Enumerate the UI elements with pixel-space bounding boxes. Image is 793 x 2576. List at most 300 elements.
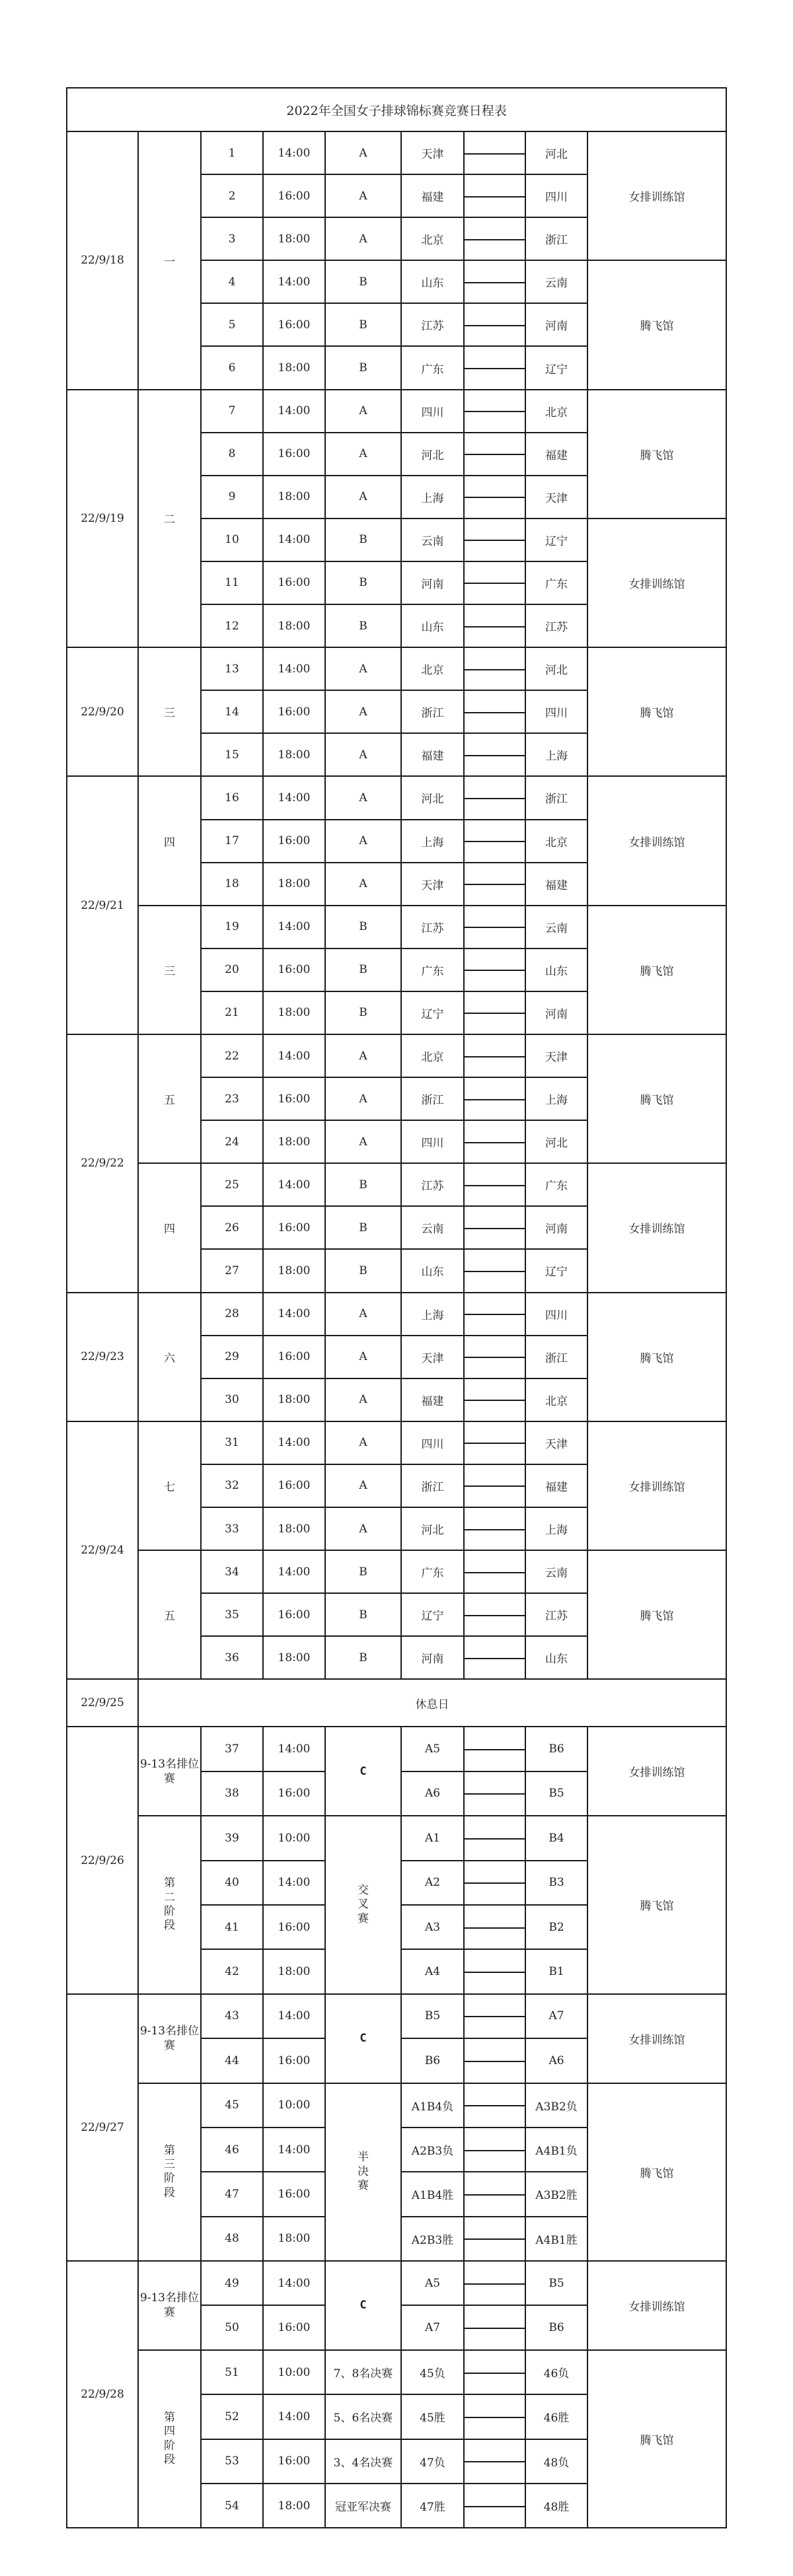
- match-time: 10:00: [263, 2350, 325, 2394]
- match-number: 19: [201, 906, 263, 948]
- match-number: 21: [201, 991, 263, 1034]
- match-time: 10:00: [263, 1816, 325, 1860]
- match-number: 23: [201, 1077, 263, 1120]
- team-a: 四川: [401, 390, 464, 433]
- team-a: 天津: [401, 863, 464, 906]
- round-cell-text: 第三阶段: [164, 2143, 175, 2200]
- date-cell: 22/9/21: [67, 776, 138, 1034]
- group-cell: B: [325, 346, 401, 389]
- group-cell: A: [325, 1336, 401, 1378]
- match-number: 48: [201, 2217, 263, 2261]
- venue-cell: 腾飞馆: [587, 390, 726, 519]
- group-cell: C: [325, 1727, 401, 1816]
- match-time: 14:00: [263, 1994, 325, 2038]
- match-row: [67, 2083, 726, 2128]
- team-b: 上海: [525, 1507, 587, 1550]
- group-cell: A: [325, 1034, 401, 1077]
- match-row: [67, 1293, 726, 1336]
- group-cell: B: [325, 1550, 401, 1593]
- round-cell: 一: [138, 131, 201, 390]
- team-a: A4: [401, 1949, 464, 1993]
- group-cell: B: [325, 303, 401, 346]
- versus-dash: [464, 390, 525, 433]
- team-b: 浙江: [525, 1336, 587, 1378]
- match-time: 16:00: [263, 690, 325, 733]
- match-time: 14:00: [263, 1550, 325, 1593]
- team-a: 辽宁: [401, 1593, 464, 1636]
- versus-dash: [464, 1771, 525, 1816]
- match-time: 16:00: [263, 2038, 325, 2083]
- versus-dash: [464, 1378, 525, 1421]
- venue-cell: 腾飞馆: [587, 1816, 726, 1994]
- team-a: 山东: [401, 604, 464, 647]
- match-time: 14:00: [263, 1034, 325, 1077]
- team-b: 天津: [525, 1421, 587, 1464]
- match-time: 16:00: [263, 1336, 325, 1378]
- match-number: 27: [201, 1249, 263, 1292]
- match-time: 14:00: [263, 2128, 325, 2172]
- match-number: 12: [201, 604, 263, 647]
- rest-day-label: 休息日: [138, 1679, 726, 1727]
- team-a: 辽宁: [401, 991, 464, 1034]
- match-number: 28: [201, 1293, 263, 1336]
- venue-cell: 腾飞馆: [587, 260, 726, 389]
- match-row: [67, 1163, 726, 1206]
- match-number: 11: [201, 561, 263, 604]
- versus-dash: [464, 1861, 525, 1905]
- team-b: B4: [525, 1816, 587, 1860]
- versus-dash: [464, 1636, 525, 1679]
- team-a: 福建: [401, 733, 464, 776]
- group-cell: B: [325, 561, 401, 604]
- team-b: 广东: [525, 561, 587, 604]
- team-a: 河南: [401, 1636, 464, 1679]
- round-cell: 9-13名排位赛: [138, 1727, 201, 1816]
- team-b: A7: [525, 1994, 587, 2038]
- venue-cell: 腾飞馆: [587, 1293, 726, 1421]
- group-cell: B: [325, 1163, 401, 1206]
- match-number: 46: [201, 2128, 263, 2172]
- group-cell: C: [325, 2261, 401, 2350]
- team-a: 上海: [401, 1293, 464, 1336]
- match-time: 16:00: [263, 948, 325, 991]
- round-cell: 三: [138, 906, 201, 1034]
- team-b: 云南: [525, 906, 587, 948]
- match-time: 18:00: [263, 991, 325, 1034]
- round-cell: 二: [138, 390, 201, 648]
- group-cell: A: [325, 1378, 401, 1421]
- group-cell: A: [325, 1077, 401, 1120]
- match-time: 18:00: [263, 346, 325, 389]
- match-time: 16:00: [263, 2172, 325, 2216]
- versus-dash: [464, 303, 525, 346]
- match-number: 26: [201, 1206, 263, 1249]
- match-time: 18:00: [263, 604, 325, 647]
- team-b: 云南: [525, 260, 587, 303]
- team-a: B6: [401, 2038, 464, 2083]
- team-a: A5: [401, 1727, 464, 1771]
- group-cell: A: [325, 1464, 401, 1507]
- venue-cell: 女排训练馆: [587, 2261, 726, 2350]
- venue-cell: 腾飞馆: [587, 2350, 726, 2528]
- round-cell: 9-13名排位赛: [138, 1994, 201, 2083]
- match-time: 10:00: [263, 2083, 325, 2128]
- team-b: 四川: [525, 1293, 587, 1336]
- match-time: 16:00: [263, 1206, 325, 1249]
- team-a: 浙江: [401, 690, 464, 733]
- versus-dash: [464, 2128, 525, 2172]
- date-cell: 22/9/20: [67, 647, 138, 776]
- team-a: 山东: [401, 1249, 464, 1292]
- match-time: 14:00: [263, 1861, 325, 1905]
- round-cell: 四: [138, 776, 201, 905]
- match-time: 18:00: [263, 1949, 325, 1993]
- venue-cell: 女排训练馆: [587, 1994, 726, 2083]
- match-number: 41: [201, 1905, 263, 1949]
- versus-dash: [464, 2484, 525, 2528]
- match-number: 7: [201, 390, 263, 433]
- match-number: 9: [201, 476, 263, 519]
- match-number: 38: [201, 1771, 263, 1816]
- team-a: 北京: [401, 647, 464, 690]
- date-cell: 22/9/27: [67, 1994, 138, 2261]
- venue-cell: 腾飞馆: [587, 647, 726, 776]
- team-b: B2: [525, 1905, 587, 1949]
- match-number: 18: [201, 863, 263, 906]
- match-time: 14:00: [263, 131, 325, 174]
- match-time: 18:00: [263, 217, 325, 260]
- match-number: 2: [201, 174, 263, 217]
- team-a: A2: [401, 1861, 464, 1905]
- versus-dash: [464, 174, 525, 217]
- team-a: 天津: [401, 131, 464, 174]
- match-time: 18:00: [263, 2217, 325, 2261]
- group-cell: 冠亚军决赛: [325, 2484, 401, 2528]
- match-time: 18:00: [263, 1378, 325, 1421]
- round-cell: 五: [138, 1550, 201, 1679]
- venue-cell: 腾飞馆: [587, 2083, 726, 2262]
- team-a: 河北: [401, 1507, 464, 1550]
- round-cell: [138, 2350, 201, 2528]
- team-b: B6: [525, 1727, 587, 1771]
- match-number: 17: [201, 820, 263, 863]
- team-a: 浙江: [401, 1464, 464, 1507]
- versus-dash: [464, 2261, 525, 2305]
- venue-cell: 女排训练馆: [587, 776, 726, 905]
- team-b: 48胜: [525, 2484, 587, 2528]
- team-a: 四川: [401, 1421, 464, 1464]
- team-b: B5: [525, 1771, 587, 1816]
- group-cell: A: [325, 776, 401, 819]
- team-b: A6: [525, 2038, 587, 2083]
- team-a: 福建: [401, 1378, 464, 1421]
- match-row: [67, 647, 726, 690]
- versus-dash: [464, 217, 525, 260]
- team-a: A5: [401, 2261, 464, 2305]
- match-number: 1: [201, 131, 263, 174]
- team-a: A1B4负: [401, 2083, 464, 2128]
- team-b: 河南: [525, 1206, 587, 1249]
- versus-dash: [464, 561, 525, 604]
- versus-dash: [464, 1727, 525, 1771]
- match-number: 3: [201, 217, 263, 260]
- match-number: 39: [201, 1816, 263, 1860]
- group-cell: A: [325, 1421, 401, 1464]
- match-time: 14:00: [263, 1727, 325, 1771]
- team-b: 上海: [525, 1077, 587, 1120]
- date-cell: 22/9/19: [67, 390, 138, 648]
- team-b: 河北: [525, 1120, 587, 1163]
- team-a: 云南: [401, 1206, 464, 1249]
- venue-cell: 腾飞馆: [587, 1550, 726, 1679]
- team-b: B6: [525, 2305, 587, 2349]
- versus-dash: [464, 1206, 525, 1249]
- match-number: 49: [201, 2261, 263, 2305]
- match-time: 16:00: [263, 1464, 325, 1507]
- group-cell: B: [325, 906, 401, 948]
- match-number: 10: [201, 519, 263, 561]
- versus-dash: [464, 2217, 525, 2261]
- versus-dash: [464, 906, 525, 948]
- versus-dash: [464, 131, 525, 174]
- match-number: 40: [201, 1861, 263, 1905]
- venue-cell: 腾飞馆: [587, 1034, 726, 1163]
- round-cell-text: 第二阶段: [164, 1877, 175, 1933]
- match-number: 53: [201, 2439, 263, 2484]
- match-time: 14:00: [263, 2261, 325, 2305]
- venue-cell: 女排训练馆: [587, 519, 726, 647]
- match-row: [67, 1727, 726, 1771]
- versus-dash: [464, 260, 525, 303]
- team-b: 浙江: [525, 776, 587, 819]
- team-a: 广东: [401, 346, 464, 389]
- round-cell: 三: [138, 647, 201, 776]
- match-number: 13: [201, 647, 263, 690]
- match-number: 37: [201, 1727, 263, 1771]
- match-time: 16:00: [263, 2305, 325, 2349]
- venue-cell: 女排训练馆: [587, 1421, 726, 1550]
- team-a: 47负: [401, 2439, 464, 2484]
- round-cell: 四: [138, 1163, 201, 1292]
- match-time: 16:00: [263, 303, 325, 346]
- versus-dash: [464, 604, 525, 647]
- team-b: A4B1负: [525, 2128, 587, 2172]
- versus-dash: [464, 690, 525, 733]
- match-row: [67, 906, 726, 948]
- team-b: 江苏: [525, 604, 587, 647]
- team-a: A1B4胜: [401, 2172, 464, 2216]
- team-b: 河南: [525, 991, 587, 1034]
- versus-dash: [464, 346, 525, 389]
- group-cell: A: [325, 131, 401, 174]
- team-b: 46胜: [525, 2394, 587, 2439]
- group-cell: A: [325, 647, 401, 690]
- team-b: A4B1胜: [525, 2217, 587, 2261]
- team-b: 云南: [525, 1550, 587, 1593]
- round-cell-text: 第四阶段: [164, 2411, 175, 2466]
- match-row: [67, 390, 726, 433]
- group-cell: A: [325, 1507, 401, 1550]
- match-number: 30: [201, 1378, 263, 1421]
- versus-dash: [464, 1994, 525, 2038]
- group-cell: B: [325, 948, 401, 991]
- team-a: A2B3胜: [401, 2217, 464, 2261]
- team-a: 山东: [401, 260, 464, 303]
- group-cell: B: [325, 1249, 401, 1292]
- team-b: 河北: [525, 131, 587, 174]
- round-cell: [138, 2083, 201, 2262]
- match-time: 14:00: [263, 1163, 325, 1206]
- match-time: 14:00: [263, 776, 325, 819]
- team-a: 江苏: [401, 303, 464, 346]
- venue-cell: 女排训练馆: [587, 1727, 726, 1816]
- match-number: 6: [201, 346, 263, 389]
- date-cell: 22/9/24: [67, 1421, 138, 1680]
- venue-cell: 女排训练馆: [587, 131, 726, 260]
- versus-dash: [464, 2350, 525, 2394]
- group-cell: B: [325, 1593, 401, 1636]
- match-number: 22: [201, 1034, 263, 1077]
- team-a: 河北: [401, 433, 464, 476]
- group-cell: A: [325, 690, 401, 733]
- match-number: 43: [201, 1994, 263, 2038]
- team-a: 47胜: [401, 2484, 464, 2528]
- match-number: 31: [201, 1421, 263, 1464]
- match-number: 50: [201, 2305, 263, 2349]
- match-number: 29: [201, 1336, 263, 1378]
- group-cell: B: [325, 1206, 401, 1249]
- versus-dash: [464, 1507, 525, 1550]
- team-b: 江苏: [525, 1593, 587, 1636]
- match-time: 18:00: [263, 1249, 325, 1292]
- versus-dash: [464, 476, 525, 519]
- team-b: B1: [525, 1949, 587, 1993]
- group-cell: C: [325, 1994, 401, 2083]
- versus-dash: [464, 1550, 525, 1593]
- schedule-table: [66, 87, 727, 2528]
- venue-cell: 女排训练馆: [587, 1163, 726, 1292]
- team-b: 广东: [525, 1163, 587, 1206]
- match-number: 51: [201, 2350, 263, 2394]
- match-number: 24: [201, 1120, 263, 1163]
- page-title: 2022年全国女子排球锦标赛竞赛日程表: [67, 88, 726, 131]
- team-a: 45胜: [401, 2394, 464, 2439]
- group-cell: B: [325, 519, 401, 561]
- round-cell: 9-13名排位赛: [138, 2261, 201, 2350]
- match-time: 16:00: [263, 433, 325, 476]
- date-cell: 22/9/22: [67, 1034, 138, 1293]
- match-number: 25: [201, 1163, 263, 1206]
- team-a: 45负: [401, 2350, 464, 2394]
- match-time: 14:00: [263, 2394, 325, 2439]
- versus-dash: [464, 1421, 525, 1464]
- date-cell: 22/9/26: [67, 1727, 138, 1993]
- team-a: 广东: [401, 1550, 464, 1593]
- match-number: 16: [201, 776, 263, 819]
- team-a: 云南: [401, 519, 464, 561]
- versus-dash: [464, 1905, 525, 1949]
- match-time: 16:00: [263, 1077, 325, 1120]
- group-cell: B: [325, 604, 401, 647]
- team-a: A3: [401, 1905, 464, 1949]
- versus-dash: [464, 776, 525, 819]
- team-a: 福建: [401, 174, 464, 217]
- match-time: 14:00: [263, 260, 325, 303]
- versus-dash: [464, 2305, 525, 2349]
- team-a: A1: [401, 1816, 464, 1860]
- match-number: 4: [201, 260, 263, 303]
- team-a: B5: [401, 1994, 464, 2038]
- round-cell: 六: [138, 1293, 201, 1421]
- team-b: 河北: [525, 647, 587, 690]
- match-time: 18:00: [263, 1507, 325, 1550]
- team-a: 上海: [401, 820, 464, 863]
- match-time: 16:00: [263, 1771, 325, 1816]
- versus-dash: [464, 948, 525, 991]
- versus-dash: [464, 2038, 525, 2083]
- date-cell: 22/9/18: [67, 131, 138, 390]
- versus-dash: [464, 2394, 525, 2439]
- match-row: [67, 776, 726, 819]
- match-time: 16:00: [263, 1905, 325, 1949]
- match-time: 14:00: [263, 906, 325, 948]
- match-row: [67, 1816, 726, 1860]
- team-a: 河南: [401, 561, 464, 604]
- team-b: 浙江: [525, 217, 587, 260]
- versus-dash: [464, 519, 525, 561]
- team-b: 福建: [525, 433, 587, 476]
- match-row: [67, 1550, 726, 1593]
- match-row: [67, 2350, 726, 2394]
- group-cell: A: [325, 863, 401, 906]
- team-b: 河南: [525, 303, 587, 346]
- group-cell: B: [325, 991, 401, 1034]
- match-number: 15: [201, 733, 263, 776]
- team-b: 辽宁: [525, 519, 587, 561]
- team-a: 四川: [401, 1120, 464, 1163]
- match-number: 5: [201, 303, 263, 346]
- team-b: 福建: [525, 1464, 587, 1507]
- team-b: 上海: [525, 733, 587, 776]
- versus-dash: [464, 2439, 525, 2484]
- versus-dash: [464, 1816, 525, 1860]
- team-a: 天津: [401, 1336, 464, 1378]
- match-number: 33: [201, 1507, 263, 1550]
- versus-dash: [464, 1163, 525, 1206]
- team-b: 北京: [525, 1378, 587, 1421]
- date-cell: 22/9/28: [67, 2261, 138, 2528]
- match-number: 14: [201, 690, 263, 733]
- versus-dash: [464, 1120, 525, 1163]
- team-a: 浙江: [401, 1077, 464, 1120]
- group-cell: A: [325, 433, 401, 476]
- round-cell: 七: [138, 1421, 201, 1550]
- versus-dash: [464, 1336, 525, 1378]
- match-number: 52: [201, 2394, 263, 2439]
- match-number: 36: [201, 1636, 263, 1679]
- team-b: 山东: [525, 1636, 587, 1679]
- match-time: 18:00: [263, 476, 325, 519]
- team-a: A6: [401, 1771, 464, 1816]
- match-time: 16:00: [263, 174, 325, 217]
- team-a: 上海: [401, 476, 464, 519]
- group-cell: A: [325, 174, 401, 217]
- versus-dash: [464, 1034, 525, 1077]
- group-cell: 5、6名决赛: [325, 2394, 401, 2439]
- match-number: 32: [201, 1464, 263, 1507]
- group-cell: 7、8名决赛: [325, 2350, 401, 2394]
- team-a: 江苏: [401, 906, 464, 948]
